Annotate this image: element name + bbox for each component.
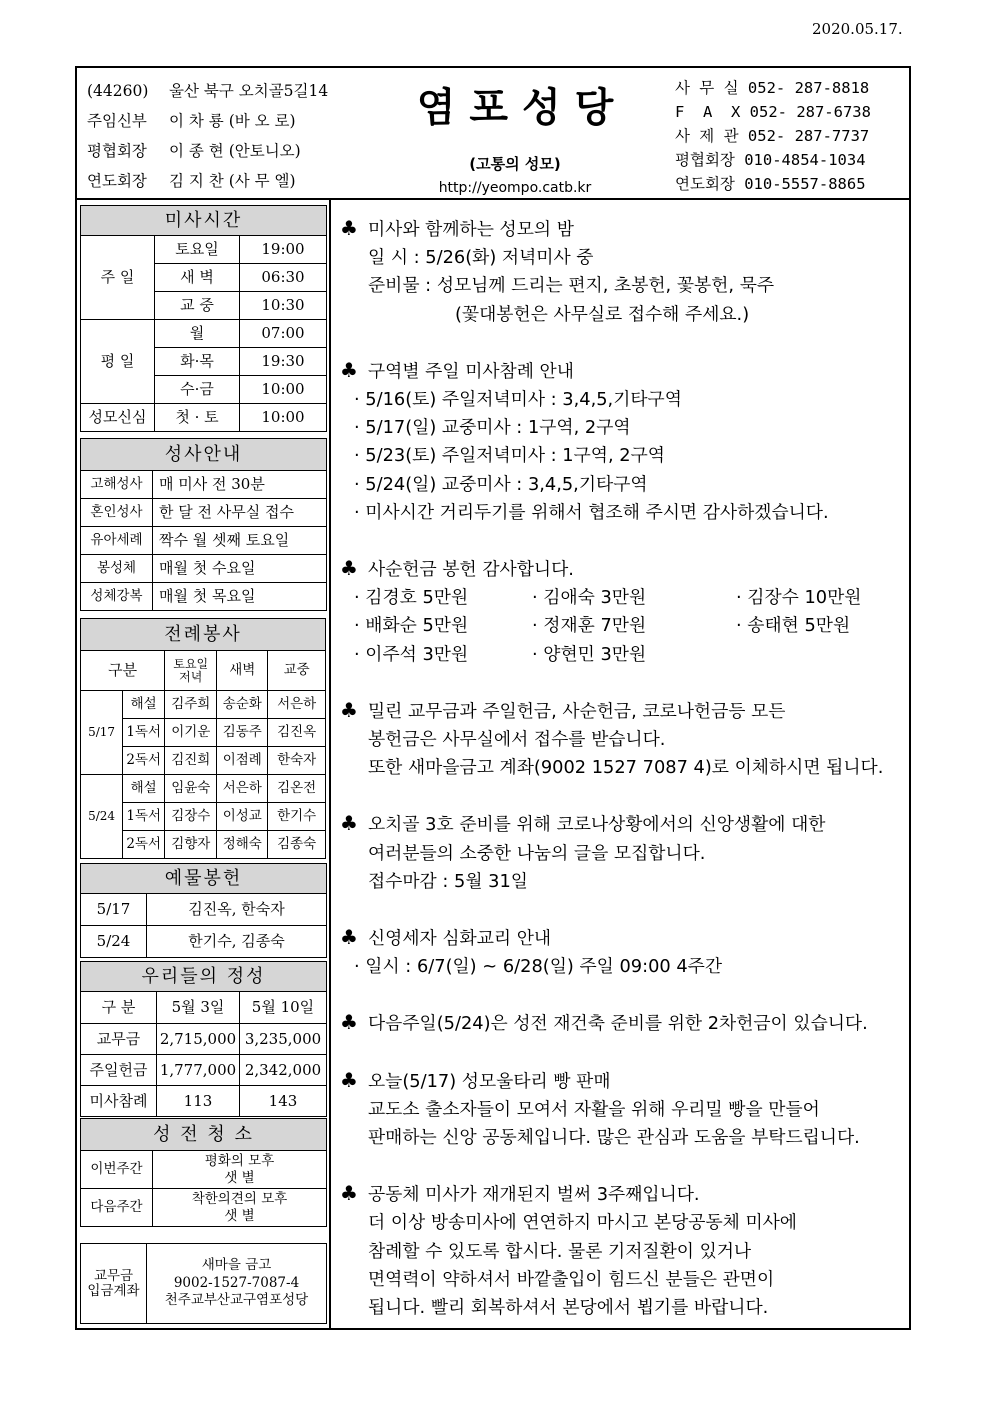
notice-title: 오늘(5/17) 성모울타리 빵 판매 — [368, 1070, 611, 1092]
liturgy-person: 김종숙 — [268, 831, 326, 859]
liturgy-role: 1독서 — [123, 803, 165, 831]
mass-name: 새 벽 — [155, 264, 240, 292]
liturgy-role: 해설 — [123, 775, 165, 803]
contact-council: 평협회장 010-4854-1034 — [675, 151, 866, 169]
liturgy-date: 5/17 — [81, 691, 123, 775]
contact-list — [675, 76, 871, 196]
sacrament-info: 매월 첫 목요일 — [153, 583, 327, 611]
liturgy-person: 한기수 — [268, 803, 326, 831]
sacrament-info: 매월 첫 수요일 — [153, 555, 327, 583]
liturgy-person: 김장수 — [165, 803, 217, 831]
notice-title: 사순헌금 봉헌 감사합니다. — [368, 559, 574, 581]
club-icon: ♣ — [340, 1010, 358, 1035]
mass-time: 07:00 — [240, 320, 327, 348]
notice-line: 여러분들의 소중한 나눔의 글을 모집합니다. — [368, 842, 706, 864]
donor: · 송태현 5만원 — [736, 615, 851, 637]
offering-table — [80, 863, 327, 958]
notice-line: 또한 새마을금고 계좌(9002 1527 7087 4)로 이체하시면 됩니다. — [368, 757, 884, 779]
club-icon: ♣ — [340, 357, 358, 382]
donor: · 정재훈 7만원 — [532, 615, 647, 637]
liturgy-person: 김주희 — [165, 691, 217, 719]
mass-time: 19:00 — [240, 236, 327, 264]
cleaning-week: 다음주간 — [81, 1189, 153, 1227]
mass-time: 10:00 — [240, 376, 327, 404]
donor: · 양현민 3만원 — [532, 643, 647, 665]
bulletin-header — [75, 66, 911, 200]
regional-president-name: 김 지 찬 (사 무 엘) — [169, 172, 296, 190]
notice-lent-offering — [340, 554, 912, 669]
cleaning-group: 샛 별 — [224, 1207, 255, 1224]
notice-second-collection — [340, 1008, 912, 1038]
mass-time: 06:30 — [240, 264, 327, 292]
cleaning-table — [80, 1118, 327, 1227]
liturgy-title: 전례봉사 — [81, 619, 326, 651]
marian-label: 성모신심 — [81, 404, 155, 432]
notice-line: · 5/17(일) 교중미사 : 1구역, 2구역 — [354, 417, 631, 439]
notice-line: 교도소 출소자들이 모여서 자활을 위해 우리밀 빵을 만들어 — [368, 1098, 820, 1120]
notice-line: 오치골 3호 준비를 위해 코로나상황에서의 신앙생활에 대한 — [368, 814, 826, 836]
mass-time: 10:00 — [240, 404, 327, 432]
notices — [340, 214, 912, 1349]
notice-line: (꽃대봉헌은 사무실로 접수해 주세요.) — [455, 303, 750, 325]
donor: · 김애숙 3만원 — [532, 587, 647, 609]
liturgy-service-table — [80, 618, 326, 859]
notice-line: 더 이상 방송미사에 연연하지 마시고 본당공동체 미사에 — [368, 1212, 797, 1234]
sincerity-value: 2,715,000 — [157, 1024, 240, 1055]
donor-row — [340, 641, 912, 669]
mass-times-title: 미사시간 — [81, 206, 327, 236]
sacrament-name: 혼인성사 — [81, 499, 153, 527]
cleaning-group: 샛 별 — [224, 1169, 255, 1186]
club-icon: ♣ — [340, 925, 358, 950]
donor: · 김장수 10만원 — [736, 587, 862, 609]
cleaning-week: 이번주간 — [81, 1151, 153, 1189]
sincerity-table — [80, 961, 327, 1117]
cleaning-title: 성 전 청 소 — [81, 1119, 327, 1151]
role-label: 연도회장 — [87, 172, 147, 190]
contact-fax: F A X 052- 287-6738 — [675, 103, 871, 121]
liturgy-person: 송순화 — [217, 691, 268, 719]
role-label: 평협회장 — [87, 142, 147, 160]
sincerity-value: 143 — [240, 1086, 327, 1117]
account-holder: 천주교부산교구염포성당 — [164, 1292, 309, 1309]
sincerity-value: 2,342,000 — [240, 1055, 327, 1086]
sincerity-category: 교무금 — [81, 1024, 157, 1055]
notice-line: 접수마감 : 5월 31일 — [368, 870, 528, 892]
notice-title: 미사와 함께하는 성모의 밤 — [368, 219, 574, 240]
liturgy-role: 2독서 — [123, 747, 165, 775]
account-label: 교무금 입금계좌 — [81, 1244, 147, 1324]
club-icon: ♣ — [340, 811, 358, 836]
liturgy-person: 이점례 — [217, 747, 268, 775]
club-icon: ♣ — [340, 1067, 358, 1092]
donor: · 배화순 5만원 — [354, 615, 469, 637]
liturgy-head-dawn: 새벽 — [217, 651, 268, 691]
liturgy-role: 2독서 — [123, 831, 165, 859]
liturgy-person: 김진희 — [165, 747, 217, 775]
liturgy-person: 이기운 — [165, 719, 217, 747]
notice-line: 일 시 : 5/26(화) 저녁미사 중 — [368, 247, 594, 269]
cleaning-group: 평화의 모후 — [204, 1153, 275, 1170]
offering-date: 5/17 — [81, 894, 147, 926]
offering-title: 예물봉헌 — [81, 864, 327, 894]
notice-title: 신영세자 심화교리 안내 — [368, 928, 552, 950]
offering-names: 한기수, 김종숙 — [147, 926, 327, 958]
notice-bread-sale — [340, 1066, 912, 1153]
contact-rectory: 사 제 관 052- 287-7737 — [675, 127, 870, 145]
notice-line: 됩니다. 빨리 회복하셔서 본당에서 뵙기를 바랍니다. — [368, 1297, 769, 1319]
club-icon: ♣ — [340, 697, 358, 722]
liturgy-person: 서은하 — [268, 691, 326, 719]
sacrament-name: 고해성사 — [81, 471, 153, 499]
liturgy-role: 해설 — [123, 691, 165, 719]
bulletin-date: 2020.05.17. — [812, 20, 903, 38]
liturgy-head-saturday: 토요일 저녁 — [165, 651, 217, 691]
council-president-name: 이 종 현 (안토니오) — [169, 142, 301, 160]
notice-catechism — [340, 923, 912, 981]
sacraments-table — [80, 438, 327, 611]
notice-line: 다음주일(5/24)은 성전 재건축 준비를 위한 2차헌금이 있습니다. — [368, 1013, 868, 1035]
parish-url[interactable]: http://yeompo.catb.kr — [438, 180, 592, 196]
mass-time: 10:30 — [240, 292, 327, 320]
offering-date: 5/24 — [81, 926, 147, 958]
notice-line: 참례할 수 있도록 합시다. 물론 기저질환이 있거나 — [368, 1240, 752, 1262]
mass-name: 교 중 — [155, 292, 240, 320]
liturgy-role: 1독서 — [123, 719, 165, 747]
club-icon: ♣ — [340, 1181, 358, 1206]
liturgy-person: 김향자 — [165, 831, 217, 859]
donor-row — [340, 612, 912, 640]
account-number: 9002-1527-7087-4 — [173, 1274, 300, 1291]
sincerity-category: 주일헌금 — [81, 1055, 157, 1086]
sacrament-name: 유아세례 — [81, 527, 153, 555]
liturgy-person: 한숙자 — [268, 747, 326, 775]
contact-regional: 연도회장 010-5557-8865 — [675, 175, 866, 193]
account-bank: 새마을 금고 — [201, 1257, 272, 1274]
sincerity-title: 우리들의 정성 — [81, 962, 327, 992]
liturgy-person: 김진옥 — [268, 719, 326, 747]
postal-code: (44260) — [87, 82, 149, 100]
mass-name: 첫 · 토 — [155, 404, 240, 432]
offering-names: 김진옥, 한숙자 — [147, 894, 327, 926]
notice-line: 준비물 : 성모님께 드리는 편지, 초봉헌, 꽃봉헌, 묵주 — [368, 275, 775, 297]
sunday-label: 주 일 — [81, 236, 155, 320]
mass-name: 화·목 — [155, 348, 240, 376]
cleaning-group: 착한의견의 모후 — [191, 1191, 288, 1208]
pastor-name: 이 차 룡 (바 오 로) — [169, 112, 296, 130]
notice-community-mass — [340, 1179, 912, 1322]
sincerity-value: 113 — [157, 1086, 240, 1117]
donor-row — [340, 584, 912, 612]
mass-name: 수·금 — [155, 376, 240, 404]
column-divider — [329, 199, 331, 1330]
sincerity-category: 미사참례 — [81, 1086, 157, 1117]
liturgy-person: 이성교 — [217, 803, 268, 831]
notice-line: · 5/23(토) 주일저녁미사 : 1구역, 2구역 — [354, 445, 665, 467]
sincerity-head: 구 분 — [81, 992, 157, 1024]
sincerity-head: 5월 3일 — [157, 992, 240, 1024]
notice-line: · 미사시간 거리두기를 위해서 협조해 주시면 감사하겠습니다. — [354, 501, 829, 523]
sincerity-value: 3,235,000 — [240, 1024, 327, 1055]
sacrament-name: 봉성체 — [81, 555, 153, 583]
parish-title: 염포성당 — [416, 85, 628, 131]
sincerity-head: 5월 10일 — [240, 992, 327, 1024]
liturgy-person: 정해숙 — [217, 831, 268, 859]
sacrament-info: 한 달 전 사무실 접수 — [153, 499, 327, 527]
donor: · 이주석 3만원 — [354, 643, 469, 665]
notice-line: 판매하는 신앙 공동체입니다. 많은 관심과 도움을 부탁드립니다. — [368, 1127, 860, 1149]
sacrament-info: 짝수 월 셋째 토요일 — [153, 527, 327, 555]
donor: · 김경호 5만원 — [354, 587, 469, 609]
mass-name: 월 — [155, 320, 240, 348]
address: 울산 북구 오치골5길14 — [169, 82, 329, 100]
mass-name: 토요일 — [155, 236, 240, 264]
sincerity-value: 1,777,000 — [157, 1055, 240, 1086]
notice-district-mass — [340, 356, 912, 527]
role-label: 주임신부 — [87, 112, 147, 130]
club-icon: ♣ — [340, 216, 358, 240]
liturgy-person: 임윤숙 — [165, 775, 217, 803]
contact-office: 사 무 실 052- 287-8818 — [675, 79, 870, 97]
header-info — [87, 76, 328, 196]
sacrament-info: 매 미사 전 30분 — [153, 471, 327, 499]
liturgy-person: 김동주 — [217, 719, 268, 747]
notice-line: 밀린 교무금과 주일헌금, 사순헌금, 코로나헌금등 모든 — [368, 700, 786, 722]
mass-times-table — [80, 205, 327, 432]
sacrament-name: 성체강복 — [81, 583, 153, 611]
notice-line: 공동체 미사가 재개된지 벌써 3주째입니다. — [368, 1184, 700, 1206]
club-icon: ♣ — [340, 556, 358, 581]
notice-title: 구역별 주일 미사참례 안내 — [368, 360, 574, 382]
sacraments-title: 성사안내 — [81, 439, 327, 471]
liturgy-person: 김온전 — [268, 775, 326, 803]
account-table — [80, 1243, 327, 1324]
notice-offering-reception — [340, 696, 912, 783]
notice-line: · 5/16(토) 주일저녁미사 : 3,4,5,기타구역 — [354, 389, 682, 411]
liturgy-head-category: 구분 — [81, 651, 165, 691]
weekday-label: 평 일 — [81, 320, 155, 404]
notice-line: · 일시 : 6/7(일) ~ 6/28(일) 주일 09:00 4주간 — [354, 956, 723, 978]
notice-essay-call — [340, 809, 912, 896]
liturgy-person: 서은하 — [217, 775, 268, 803]
liturgy-date: 5/24 — [81, 775, 123, 859]
notice-line: 봉헌금은 사무실에서 접수를 받습니다. — [368, 729, 666, 751]
notice-line: 면역력이 약하셔서 바깥출입이 힘드신 분들은 관면이 — [368, 1268, 775, 1290]
notice-line: · 5/24(일) 교중미사 : 3,4,5,기타구역 — [354, 473, 648, 495]
notice-marian-night — [340, 214, 912, 329]
liturgy-head-main: 교중 — [268, 651, 326, 691]
mass-time: 19:30 — [240, 348, 327, 376]
parish-subtitle: (고통의 성모) — [469, 155, 561, 173]
